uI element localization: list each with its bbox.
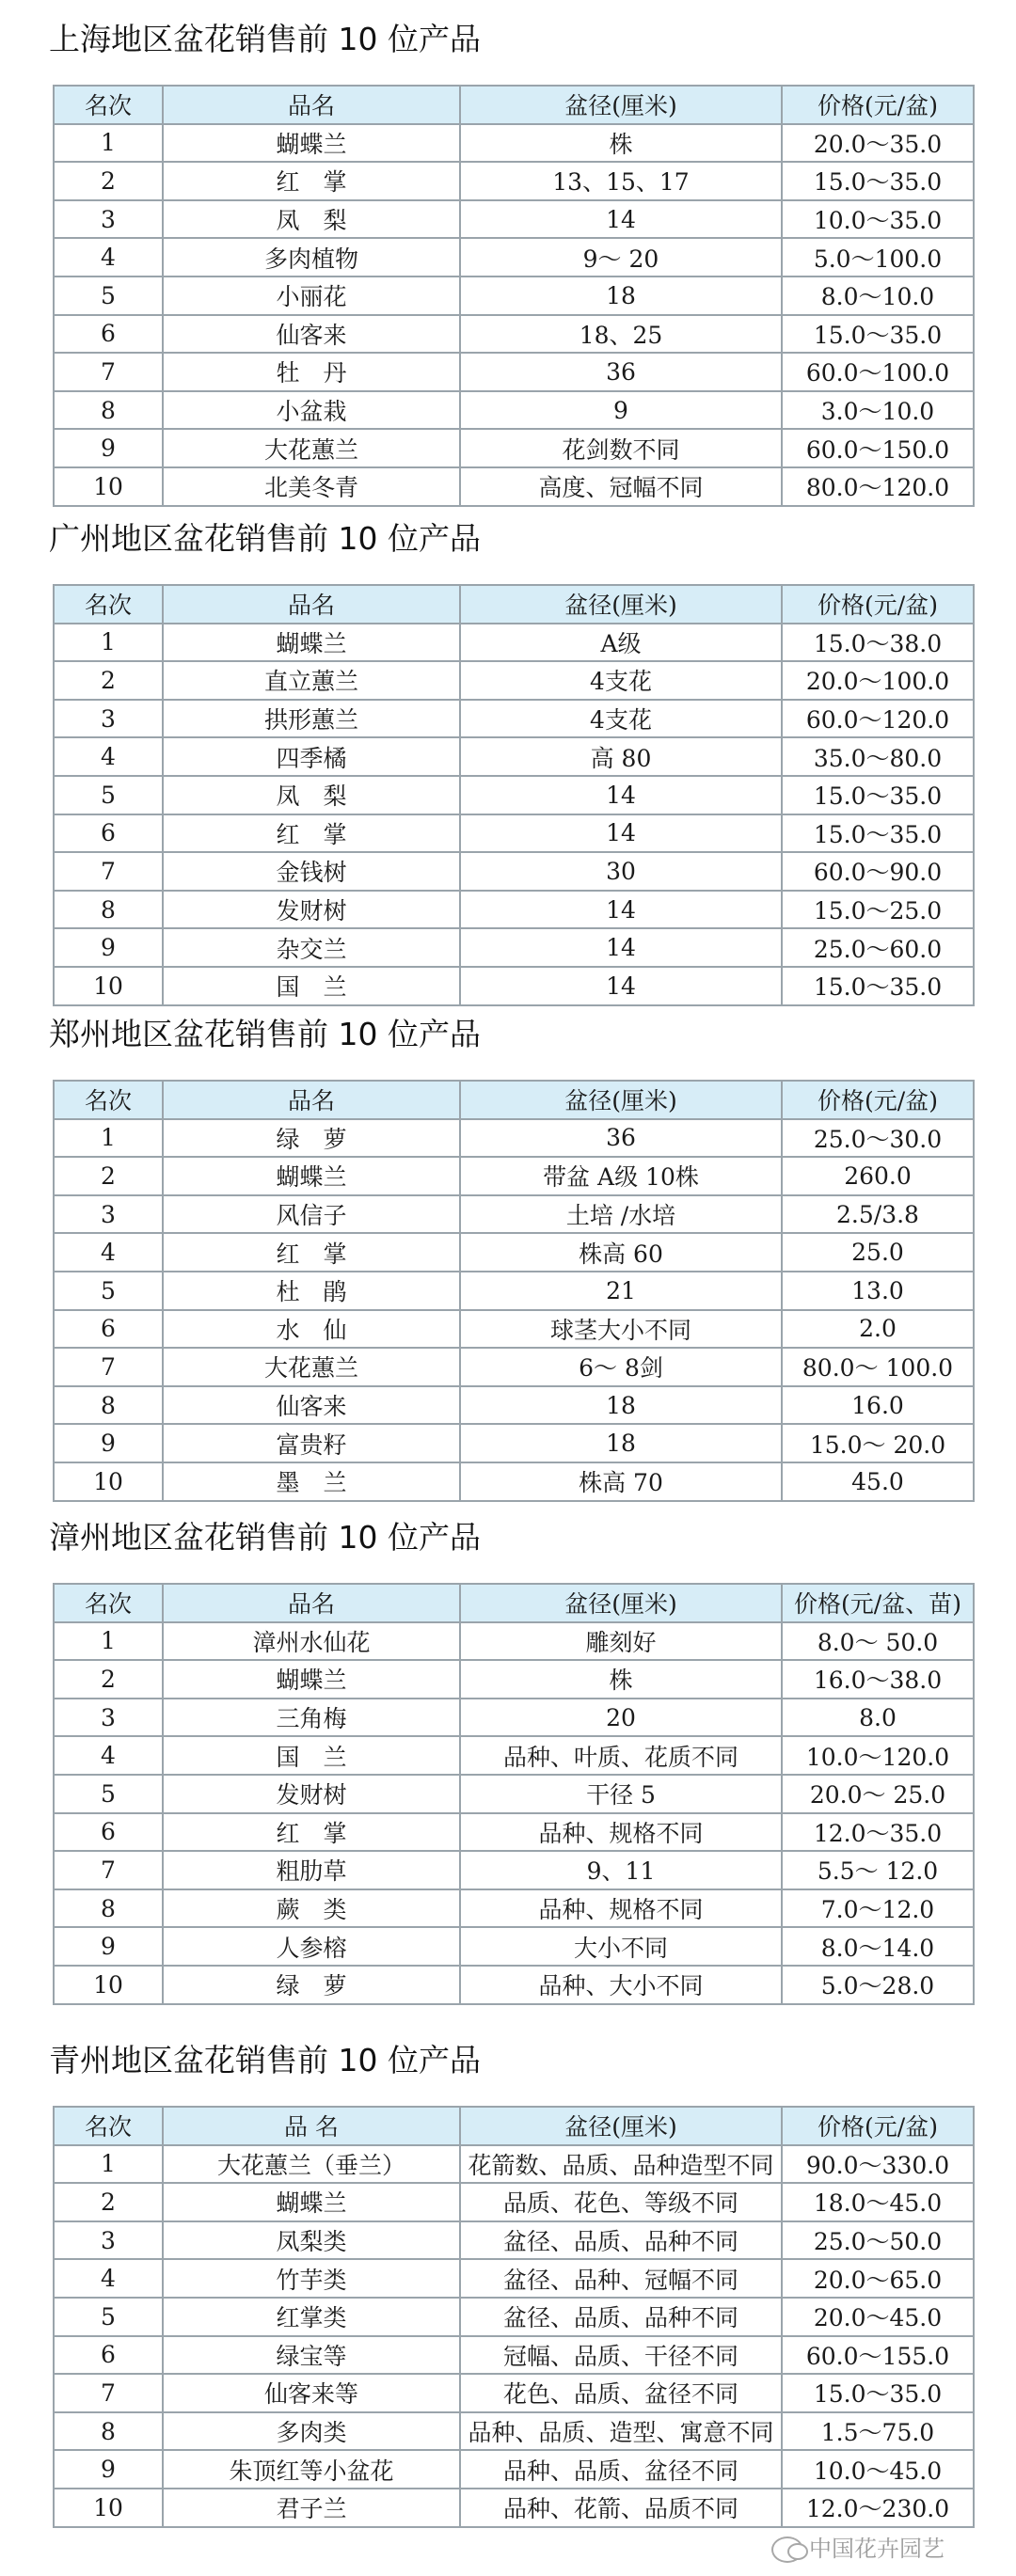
section-title: 上海地区盆花销售前 10 位产品 [49,21,481,57]
column-header: 名次 [54,1584,163,1622]
name-cell: 蕨 类 [163,1889,460,1928]
name-cell: 大花蕙兰 [163,429,460,467]
pot-size-cell: 9、11 [460,1851,782,1889]
name-cell: 北美冬青 [163,467,460,506]
table-row [54,1272,974,1310]
name-cell: 红 掌 [163,1813,460,1852]
name-cell: 国 兰 [163,967,460,1005]
ranking-table [53,2106,975,2528]
pot-size-cell: 18 [460,1424,782,1462]
price-cell: 7.0～12.0 [782,1889,974,1928]
price-cell: 5.5～ 12.0 [782,1851,974,1889]
table-row [54,776,974,814]
table-row [54,467,974,506]
price-cell: 8.0 [782,1699,974,1737]
rank-cell: 10 [54,1462,163,1501]
pot-size-cell: 品质、花色、等级不同 [460,2183,782,2221]
name-cell: 富贵籽 [163,1424,460,1462]
price-cell: 15.0～25.0 [782,891,974,929]
price-cell: 20.0～ 25.0 [782,1775,974,1813]
rank-cell: 9 [54,1424,163,1462]
pot-size-cell: 4支花 [460,661,782,700]
pot-size-cell: 盆径、品质、品种不同 [460,2298,782,2336]
rank-cell: 10 [54,1966,163,2004]
rank-cell: 6 [54,1813,163,1852]
price-cell: 25.0 [782,1233,974,1272]
table-header-row [54,1081,974,1119]
price-cell: 5.0～100.0 [782,238,974,277]
name-cell: 多肉植物 [163,238,460,277]
price-cell: 80.0～120.0 [782,467,974,506]
table-row [54,2183,974,2221]
section-title: 广州地区盆花销售前 10 位产品 [49,520,481,557]
column-header: 价格(元/盆) [782,585,974,624]
price-cell: 25.0～60.0 [782,928,974,967]
pot-size-cell: 14 [460,891,782,929]
ranking-table [53,1080,975,1502]
rank-cell: 2 [54,1660,163,1699]
ranking-table [53,1583,975,2005]
price-cell: 15.0～35.0 [782,162,974,200]
rank-cell: 8 [54,1386,163,1425]
name-cell: 蝴蝶兰 [163,2183,460,2221]
price-cell: 2.5/3.8 [782,1195,974,1234]
price-cell: 15.0～35.0 [782,776,974,814]
price-cell: 13.0 [782,1272,974,1310]
column-header: 盆径(厘米) [460,86,782,124]
pot-size-cell: 18 [460,277,782,315]
table-row [54,814,974,853]
rank-cell: 4 [54,2259,163,2298]
table-row [54,661,974,700]
name-cell: 水 仙 [163,1310,460,1349]
pot-size-cell: 6～ 8剑 [460,1348,782,1386]
pot-size-cell: 高度、冠幅不同 [460,467,782,506]
rank-cell: 2 [54,162,163,200]
table-header-row [54,2107,974,2145]
name-cell: 蝴蝶兰 [163,1157,460,1195]
price-cell: 8.0～10.0 [782,277,974,315]
pot-size-cell: 18、25 [460,315,782,354]
table-row [54,1660,974,1699]
table-row [54,200,974,239]
name-cell: 四季橘 [163,737,460,776]
table-row [54,315,974,354]
rank-cell: 3 [54,1195,163,1234]
price-cell: 3.0～10.0 [782,391,974,430]
rank-cell: 9 [54,429,163,467]
table-row [54,1157,974,1195]
table-row [54,967,974,1005]
price-cell: 20.0～65.0 [782,2259,974,2298]
pot-size-cell: 36 [460,1119,782,1158]
name-cell: 蝴蝶兰 [163,624,460,662]
table-row [54,1386,974,1425]
pot-size-cell: 花剑数不同 [460,429,782,467]
table-row [54,1424,974,1462]
pot-size-cell: 36 [460,353,782,391]
pot-size-cell: 株高 70 [460,1462,782,1501]
pot-size-cell: 品种、品质、造型、寓意不同 [460,2412,782,2451]
pot-size-cell: 14 [460,967,782,1005]
table-row [54,353,974,391]
pot-size-cell: 品种、叶质、花质不同 [460,1736,782,1775]
pot-size-cell: 30 [460,852,782,891]
price-cell: 60.0～100.0 [782,353,974,391]
table-row [54,2450,974,2489]
table-header-row [54,86,974,124]
rank-cell: 4 [54,1233,163,1272]
price-cell: 60.0～150.0 [782,429,974,467]
price-cell: 18.0～45.0 [782,2183,974,2221]
name-cell: 人参榕 [163,1927,460,1966]
name-cell: 朱顶红等小盆花 [163,2450,460,2489]
name-cell: 多肉类 [163,2412,460,2451]
price-cell: 15.0～ 20.0 [782,1424,974,1462]
section-title: 青州地区盆花销售前 10 位产品 [49,2042,481,2078]
table-row [54,124,974,163]
table-row [54,162,974,200]
rank-cell: 7 [54,852,163,891]
rank-cell: 7 [54,353,163,391]
table-row [54,1462,974,1501]
table-row [54,2412,974,2451]
rank-cell: 2 [54,2183,163,2221]
column-header: 价格(元/盆) [782,2107,974,2145]
price-cell: 10.0～45.0 [782,2450,974,2489]
pot-size-cell: 13、15、17 [460,162,782,200]
price-cell: 80.0～ 100.0 [782,1348,974,1386]
price-cell: 8.0～14.0 [782,1927,974,1966]
table-row [54,1889,974,1928]
pot-size-cell: 品种、规格不同 [460,1813,782,1852]
table-row [54,238,974,277]
rank-cell: 4 [54,737,163,776]
rank-cell: 7 [54,1348,163,1386]
table-row [54,2298,974,2336]
price-cell: 10.0～35.0 [782,200,974,239]
table-row [54,1775,974,1813]
price-cell: 5.0～28.0 [782,1966,974,2004]
name-cell: 仙客来 [163,1386,460,1425]
name-cell: 仙客来等 [163,2374,460,2412]
table-row [54,1195,974,1234]
watermark-text: 中国花卉园艺 [809,2536,945,2562]
rank-cell: 8 [54,1889,163,1928]
price-cell: 20.0～45.0 [782,2298,974,2336]
name-cell: 蝴蝶兰 [163,1660,460,1699]
name-cell: 发财树 [163,891,460,929]
name-cell: 红 掌 [163,162,460,200]
table-row [54,1927,974,1966]
pot-size-cell: 4支花 [460,700,782,738]
name-cell: 大花蕙兰 [163,1348,460,1386]
pot-size-cell: 球茎大小不同 [460,1310,782,1349]
name-cell: 牡 丹 [163,353,460,391]
pot-size-cell: 株 [460,1660,782,1699]
rank-cell: 8 [54,2412,163,2451]
name-cell: 绿 萝 [163,1966,460,2004]
rank-cell: 6 [54,814,163,853]
column-header: 盆径(厘米) [460,585,782,624]
pot-size-cell: 盆径、品质、品种不同 [460,2221,782,2260]
table-row [54,1348,974,1386]
price-cell: 12.0～35.0 [782,1813,974,1852]
rank-cell: 7 [54,1851,163,1889]
price-cell: 12.0～230.0 [782,2489,974,2527]
table-row [54,852,974,891]
name-cell: 小丽花 [163,277,460,315]
column-header: 名次 [54,86,163,124]
name-cell: 凤 梨 [163,776,460,814]
pot-size-cell: 株 [460,124,782,163]
price-cell: 25.0～30.0 [782,1119,974,1158]
column-header: 价格(元/盆、苗) [782,1584,974,1622]
price-cell: 35.0～80.0 [782,737,974,776]
price-cell: 20.0～100.0 [782,661,974,700]
price-cell: 60.0～90.0 [782,852,974,891]
table-row [54,1966,974,2004]
table-row [54,2259,974,2298]
name-cell: 竹芋类 [163,2259,460,2298]
column-header: 品名 [163,1584,460,1622]
name-cell: 绿 萝 [163,1119,460,1158]
name-cell: 国 兰 [163,1736,460,1775]
pot-size-cell: 品种、品质、盆径不同 [460,2450,782,2489]
column-header: 名次 [54,1081,163,1119]
rank-cell: 8 [54,891,163,929]
table-row [54,2336,974,2375]
rank-cell: 5 [54,277,163,315]
rank-cell: 9 [54,2450,163,2489]
rank-cell: 1 [54,624,163,662]
price-cell: 90.0～330.0 [782,2145,974,2184]
column-header: 品名 [163,585,460,624]
table-row [54,1851,974,1889]
table-row [54,928,974,967]
rank-cell: 6 [54,2336,163,2375]
rank-cell: 8 [54,391,163,430]
pot-size-cell: 干径 5 [460,1775,782,1813]
table-header-row [54,585,974,624]
table-row [54,1622,974,1661]
ranking-table [53,584,975,1006]
rank-cell: 10 [54,2489,163,2527]
name-cell: 杜 鹃 [163,1272,460,1310]
table-header-row [54,1584,974,1622]
pot-size-cell: 带盆 A级 10株 [460,1157,782,1195]
column-header: 名次 [54,2107,163,2145]
column-header: 名次 [54,585,163,624]
column-header: 品名 [163,1081,460,1119]
table-row [54,429,974,467]
section-title: 漳州地区盆花销售前 10 位产品 [49,1519,481,1556]
table-row [54,1233,974,1272]
rank-cell: 2 [54,661,163,700]
name-cell: 君子兰 [163,2489,460,2527]
name-cell: 凤 梨 [163,200,460,239]
price-cell: 2.0 [782,1310,974,1349]
name-cell: 红掌类 [163,2298,460,2336]
name-cell: 风信子 [163,1195,460,1234]
table-row [54,624,974,662]
name-cell: 直立蕙兰 [163,661,460,700]
price-cell: 1.5～75.0 [782,2412,974,2451]
table-row [54,700,974,738]
pot-size-cell: 高 80 [460,737,782,776]
pot-size-cell: 大小不同 [460,1927,782,1966]
name-cell: 发财树 [163,1775,460,1813]
rank-cell: 9 [54,928,163,967]
rank-cell: 10 [54,467,163,506]
rank-cell: 5 [54,776,163,814]
name-cell: 仙客来 [163,315,460,354]
name-cell: 大花蕙兰（垂兰） [163,2145,460,2184]
pot-size-cell: 株高 60 [460,1233,782,1272]
rank-cell: 4 [54,1736,163,1775]
pot-size-cell: 14 [460,776,782,814]
price-cell: 20.0～35.0 [782,124,974,163]
column-header: 品 名 [163,2107,460,2145]
pot-size-cell: 18 [460,1386,782,1425]
table-row [54,2489,974,2527]
table-row [54,2145,974,2184]
pot-size-cell: 土培 /水培 [460,1195,782,1234]
rank-cell: 1 [54,1622,163,1661]
price-cell: 60.0～155.0 [782,2336,974,2375]
rank-cell: 5 [54,1775,163,1813]
table-row [54,2221,974,2260]
price-cell: 10.0～120.0 [782,1736,974,1775]
price-cell: 15.0～35.0 [782,2374,974,2412]
price-cell: 15.0～38.0 [782,624,974,662]
rank-cell: 3 [54,2221,163,2260]
pot-size-cell: A级 [460,624,782,662]
column-header: 价格(元/盆) [782,86,974,124]
rank-cell: 5 [54,1272,163,1310]
pot-size-cell: 冠幅、品质、干径不同 [460,2336,782,2375]
table-row [54,1699,974,1737]
price-cell: 16.0 [782,1386,974,1425]
price-cell: 15.0～35.0 [782,967,974,1005]
rank-cell: 2 [54,1157,163,1195]
pot-size-cell: 雕刻好 [460,1622,782,1661]
name-cell: 红 掌 [163,814,460,853]
pot-size-cell: 14 [460,814,782,853]
rank-cell: 7 [54,2374,163,2412]
column-header: 品名 [163,86,460,124]
pot-size-cell: 花色、品质、盆径不同 [460,2374,782,2412]
table-row [54,1119,974,1158]
pot-size-cell: 20 [460,1699,782,1737]
table-row [54,277,974,315]
table-row [54,1813,974,1852]
pot-size-cell: 9 [460,391,782,430]
rank-cell: 1 [54,1119,163,1158]
name-cell: 墨 兰 [163,1462,460,1501]
name-cell: 三角梅 [163,1699,460,1737]
price-cell: 45.0 [782,1462,974,1501]
name-cell: 蝴蝶兰 [163,124,460,163]
price-cell: 260.0 [782,1157,974,1195]
rank-cell: 3 [54,1699,163,1737]
wechat-icon [771,2536,803,2563]
table-row [54,737,974,776]
pot-size-cell: 品种、花箭、品质不同 [460,2489,782,2527]
column-header: 盆径(厘米) [460,1081,782,1119]
pot-size-cell: 14 [460,928,782,967]
name-cell: 漳州水仙花 [163,1622,460,1661]
price-cell: 8.0～ 50.0 [782,1622,974,1661]
pot-size-cell: 盆径、品种、冠幅不同 [460,2259,782,2298]
rank-cell: 1 [54,124,163,163]
rank-cell: 5 [54,2298,163,2336]
rank-cell: 9 [54,1927,163,1966]
rank-cell: 3 [54,200,163,239]
watermark [771,2532,945,2566]
table-row [54,391,974,430]
pot-size-cell: 21 [460,1272,782,1310]
price-cell: 25.0～50.0 [782,2221,974,2260]
rank-cell: 3 [54,700,163,738]
ranking-table [53,85,975,507]
pot-size-cell: 品种、规格不同 [460,1889,782,1928]
table-row [54,891,974,929]
pot-size-cell: 14 [460,200,782,239]
rank-cell: 6 [54,1310,163,1349]
name-cell: 粗肋草 [163,1851,460,1889]
price-cell: 16.0～38.0 [782,1660,974,1699]
name-cell: 红 掌 [163,1233,460,1272]
section-title: 郑州地区盆花销售前 10 位产品 [49,1016,481,1052]
name-cell: 金钱树 [163,852,460,891]
rank-cell: 6 [54,315,163,354]
table-row [54,2374,974,2412]
column-header: 价格(元/盆) [782,1081,974,1119]
name-cell: 杂交兰 [163,928,460,967]
table-row [54,1736,974,1775]
column-header: 盆径(厘米) [460,1584,782,1622]
pot-size-cell: 花箭数、品质、品种造型不同 [460,2145,782,2184]
name-cell: 绿宝等 [163,2336,460,2375]
rank-cell: 1 [54,2145,163,2184]
pot-size-cell: 品种、大小不同 [460,1966,782,2004]
column-header: 盆径(厘米) [460,2107,782,2145]
price-cell: 15.0～35.0 [782,315,974,354]
table-row [54,1310,974,1349]
price-cell: 60.0～120.0 [782,700,974,738]
name-cell: 凤梨类 [163,2221,460,2260]
price-cell: 15.0～35.0 [782,814,974,853]
rank-cell: 4 [54,238,163,277]
pot-size-cell: 9～ 20 [460,238,782,277]
name-cell: 小盆栽 [163,391,460,430]
rank-cell: 10 [54,967,163,1005]
name-cell: 拱形蕙兰 [163,700,460,738]
